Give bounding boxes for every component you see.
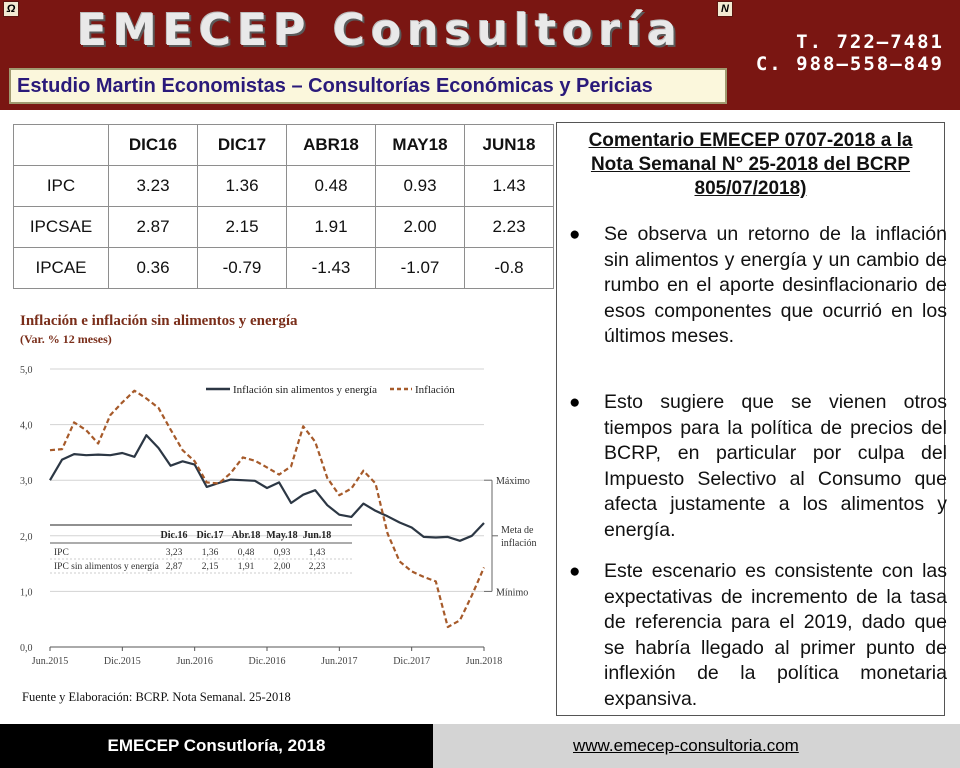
table-cell: 0.48 [287, 166, 376, 207]
table-col-header: ABR18 [287, 125, 376, 166]
chart-title: Inflación e inflación sin alimentos y energía [20, 313, 298, 329]
inset-table [50, 525, 352, 573]
inset-row-label: IPC [54, 548, 69, 558]
table-col-header: DIC16 [109, 125, 198, 166]
bullet-icon: ● [569, 392, 581, 413]
omega-icon: Ω [3, 1, 19, 17]
table-cell: -1.43 [287, 248, 376, 289]
x-axis [32, 647, 502, 667]
inset-col-header: Abr.18 [231, 530, 261, 541]
row-label: IPCSAE [14, 207, 109, 248]
y-tick-label: 5,0 [20, 365, 33, 376]
y-tick-label: 0,0 [20, 643, 33, 654]
x-tick-label: Dic.2015 [103, 656, 141, 667]
x-tick-label: Jun.2015 [31, 656, 69, 667]
comment-title: Comentario EMECEP 0707-2018 a la Nota Semanal N° 25-2018 del BCRP 805/07/2018) [588, 130, 913, 199]
x-tick-label: Jun.2018 [465, 656, 503, 667]
chart-subtitle: (Var. % 12 meses) [20, 332, 112, 346]
inset-cell: 1,91 [237, 562, 255, 572]
inset-cell: 2,87 [165, 562, 183, 572]
table-cell: 0.36 [109, 248, 198, 289]
table-col-header: DIC17 [198, 125, 287, 166]
table-header-row [14, 125, 554, 166]
y-tick-label: 1,0 [20, 587, 33, 599]
y-axis [20, 365, 33, 654]
inset-row-label: IPC sin alimentos y energía [54, 562, 159, 572]
table-row [14, 166, 554, 207]
y-tick-label: 3,0 [20, 476, 33, 488]
y-tick-label: 4,0 [20, 420, 33, 432]
table-cell: 1.91 [287, 207, 376, 248]
n-icon: N [717, 1, 733, 17]
chart-grid [50, 369, 484, 647]
bullet-text: Esto sugiere que se vienen otros tiempos para la política de precios del BCRP, en particular por culpa del Impuesto Selectivo al Consumo que afecta justamente a los alimentos y energía. [604, 391, 947, 541]
band-target-label: inflación [501, 537, 537, 549]
footer-left: EMECEP Consutloría, 2018 [0, 724, 433, 768]
table-corner-cell [14, 125, 109, 166]
table-row [14, 207, 554, 248]
band-max-label: Máximo [496, 476, 530, 488]
inset-col-header: Dic.17 [196, 530, 224, 541]
inset-col-header: May.18 [266, 530, 298, 541]
bullet-text: Este escenario es consistente con las expectativas de incremento de la tasa de referencia para el 2019, dado que se habría llegado al primer punto de inflexión de la política monetaria expansiva. [604, 560, 947, 710]
table-row [14, 248, 554, 289]
band-target-label: Meta de [501, 524, 534, 536]
table-cell: -0.79 [198, 248, 287, 289]
table-cell: 0.93 [376, 166, 465, 207]
phone-t: T. 722–7481 [796, 31, 944, 53]
band-min-label: Mínimo [496, 587, 529, 599]
table-col-header: MAY18 [376, 125, 465, 166]
inset-cell: 3,23 [165, 548, 183, 558]
table-cell: -1.07 [376, 248, 465, 289]
inset-col-header: Dic.16 [160, 530, 188, 541]
table-cell: -0.8 [465, 248, 554, 289]
chart-legend [206, 384, 455, 396]
table-cell: 1.43 [465, 166, 554, 207]
inset-cell: 1,36 [201, 548, 219, 558]
inset-cell: 1,43 [308, 548, 326, 558]
source-note: Fuente y Elaboración: BCRP. Nota Semanal. 25-2018 [22, 690, 291, 704]
phone-block [756, 31, 944, 75]
bullet-text: Se observa un retorno de la inflación sin alimentos y energía y un cambio de rumbo en el aporte desinflacionario de esos componentes que ocurrió en los últimos meses. [604, 223, 947, 347]
inflation-chart [16, 305, 541, 685]
inset-cell: 2,15 [201, 562, 219, 572]
phone-c: C. 988–558–849 [755, 53, 944, 75]
bullet-icon: ● [569, 561, 581, 582]
table-cell: 2.00 [376, 207, 465, 248]
bullet-icon: ● [569, 224, 581, 245]
inset-cell: 0,48 [237, 548, 255, 558]
row-label: IPCAE [14, 248, 109, 289]
inset-col-header: Jun.18 [302, 530, 332, 541]
legend-headline-label: Inflación [415, 384, 455, 396]
table-cell: 1.36 [198, 166, 287, 207]
table-col-header: JUN18 [465, 125, 554, 166]
website-link[interactable]: www.emecep-consultoria.com [573, 736, 799, 755]
y-tick-label: 2,0 [20, 531, 33, 543]
comment-box [556, 122, 945, 716]
row-label: IPC [14, 166, 109, 207]
table-cell: 2.15 [198, 207, 287, 248]
table-cell: 2.87 [109, 207, 198, 248]
x-tick-label: Dic.2016 [248, 656, 286, 667]
target-band [484, 476, 537, 598]
inset-cell: 2,00 [273, 562, 291, 572]
x-tick-label: Jun.2016 [176, 656, 213, 667]
table-cell: 2.23 [465, 207, 554, 248]
inset-cell: 0,93 [273, 548, 291, 558]
subtitle-banner: Estudio Martin Economistas – Consultorías Económicas y Pericias [9, 68, 727, 104]
footer-right [433, 724, 960, 768]
table-cell: 3.23 [109, 166, 198, 207]
header-banner [0, 0, 960, 110]
x-tick-label: Jun.2017 [321, 656, 358, 667]
brand-title: EMECEP Consultoría [77, 5, 683, 56]
inset-cell: 2,23 [308, 562, 326, 572]
x-tick-label: Dic.2017 [393, 656, 431, 667]
legend-core-label: Inflación sin alimentos y energía [233, 384, 377, 396]
inflation-table [13, 124, 554, 289]
